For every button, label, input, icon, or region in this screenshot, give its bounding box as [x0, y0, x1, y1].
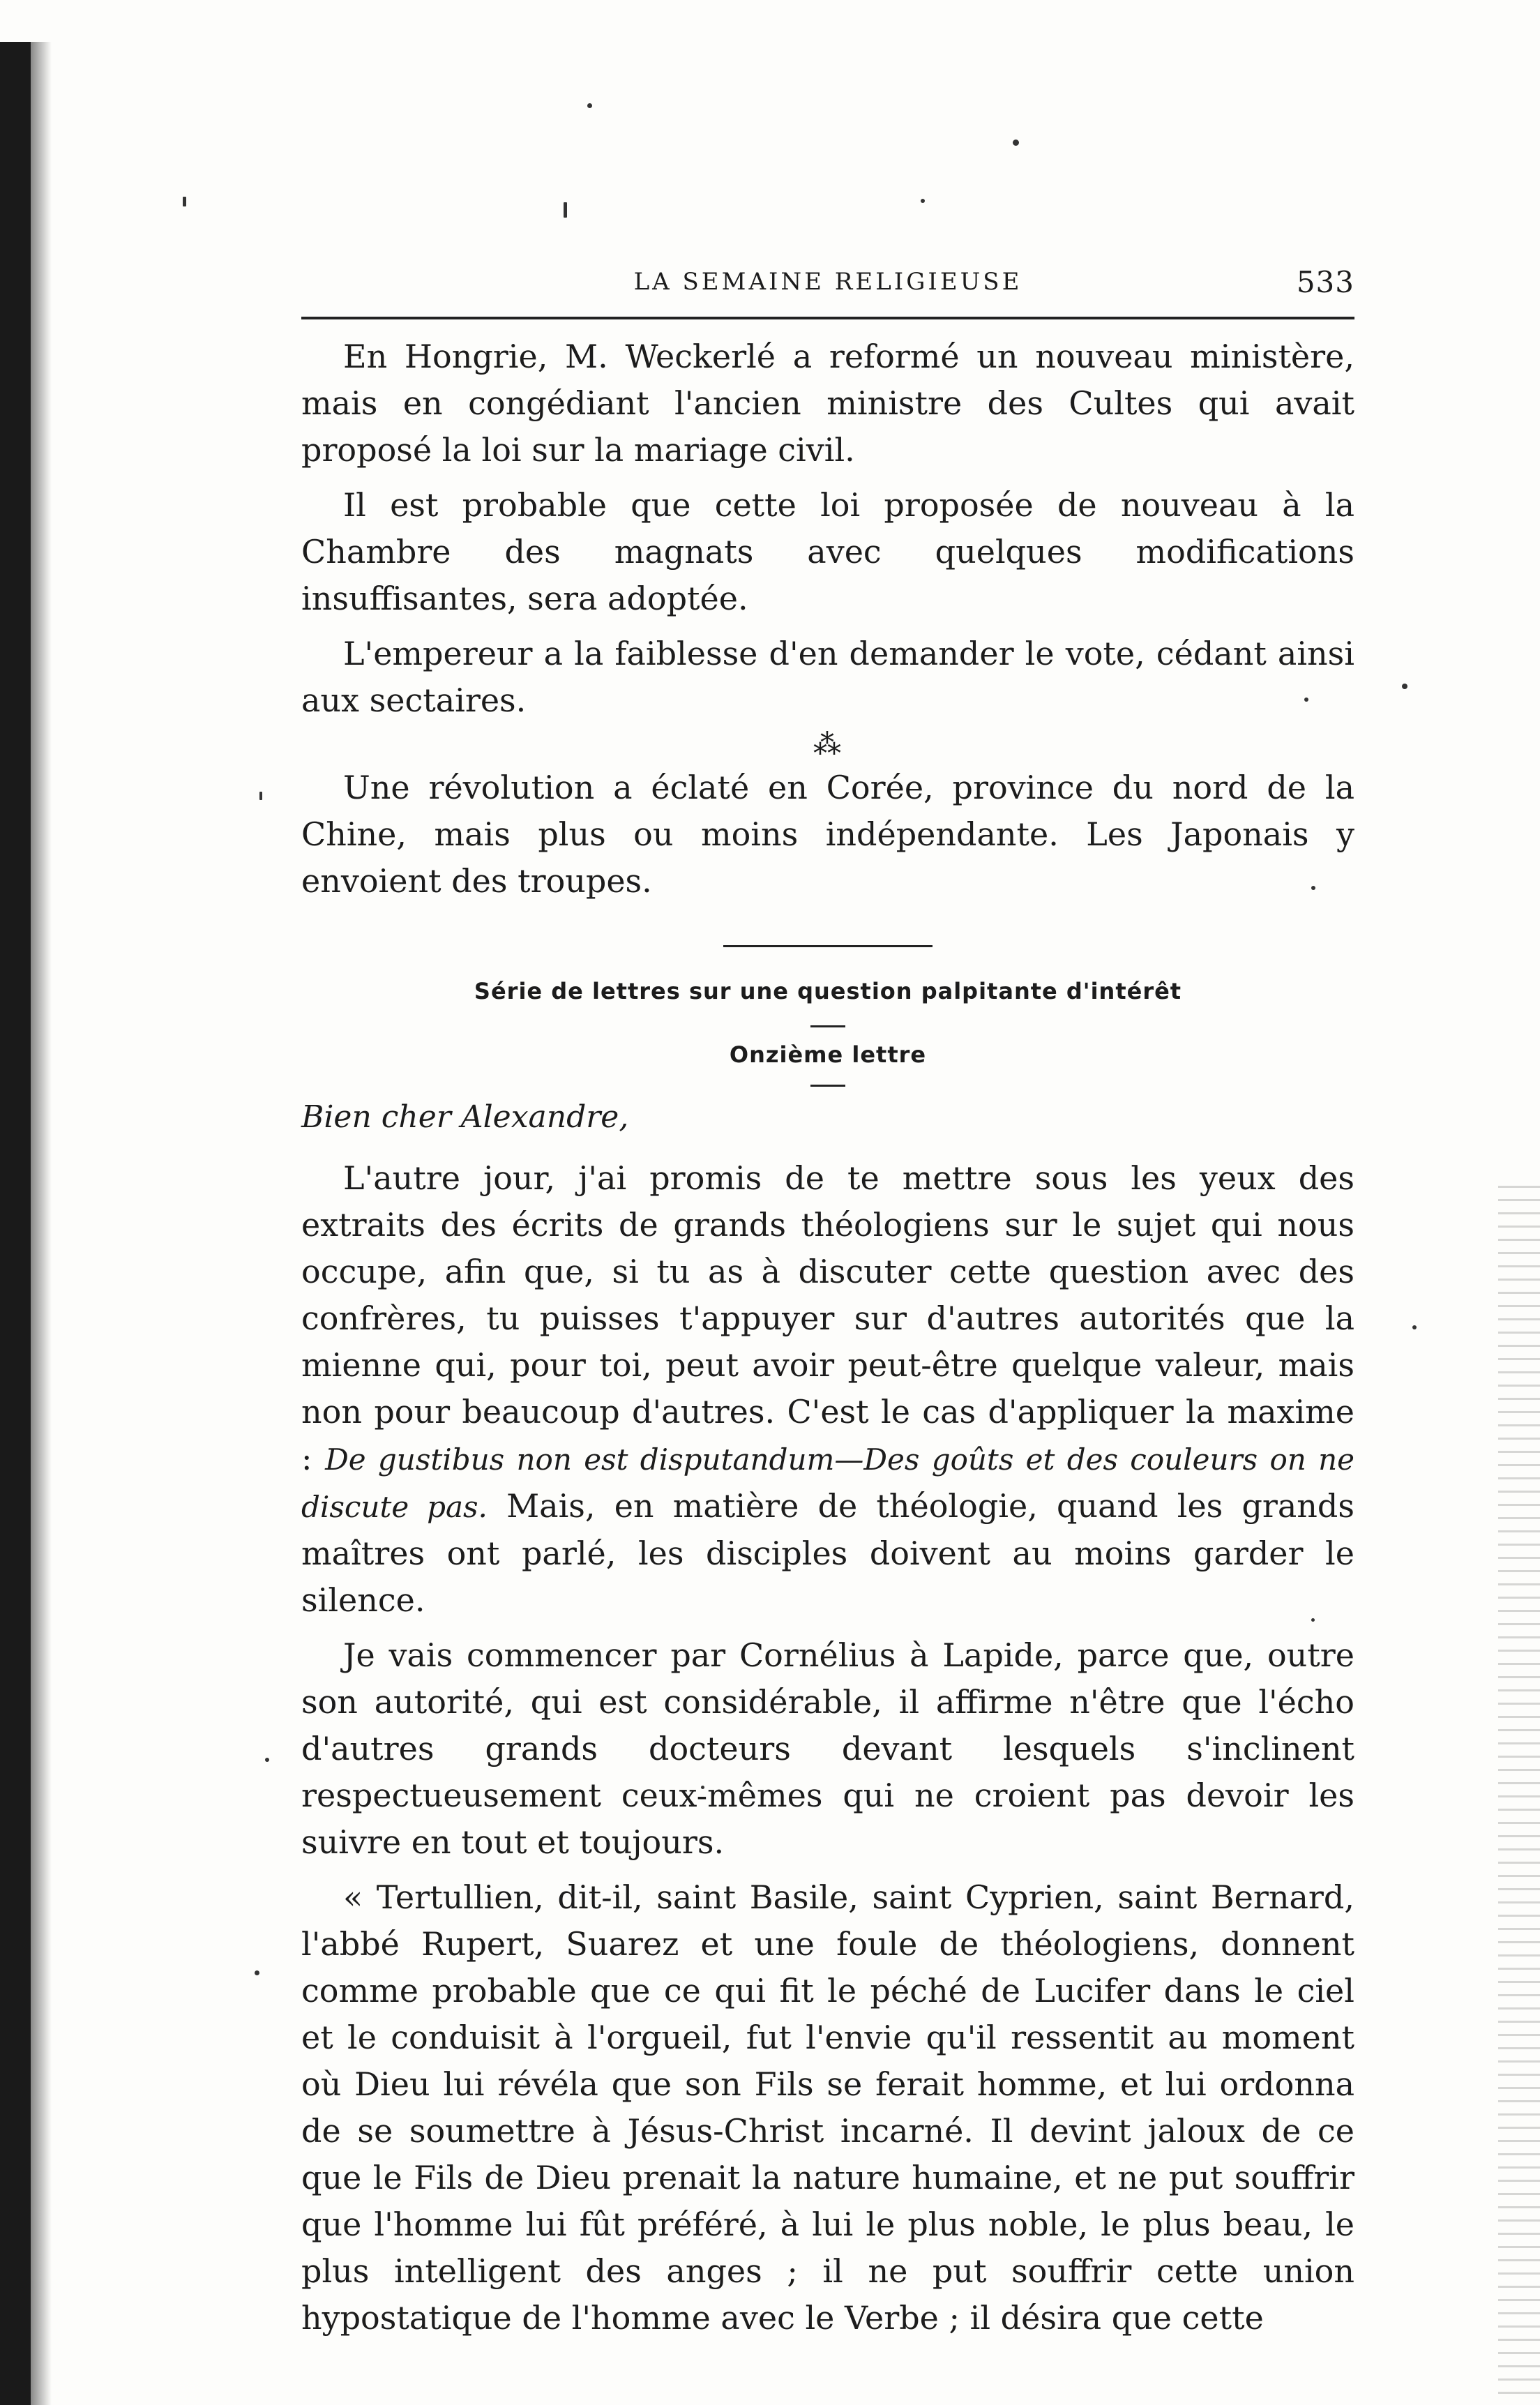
scan-speck — [1402, 684, 1407, 689]
news-paragraph-korea: Une révolution a éclaté en Corée, province du nord de la Chine, mais plus ou moins indépendante. Les Japonais y envoient des troupes. — [301, 769, 1354, 900]
letter-number-heading: Onzième lettre — [729, 1041, 927, 1068]
page-number: 533 — [1296, 265, 1354, 299]
scan-speck — [587, 103, 592, 108]
header-rule — [301, 317, 1354, 319]
latin-maxim: De gustibus non est disputandum—Des goûts et des couleurs on ne discute pas. — [301, 1442, 1354, 1524]
scan-binding-shadow — [31, 42, 52, 2405]
scan-speck — [259, 792, 262, 800]
section-rule — [723, 945, 933, 947]
scan-right-edge-noise — [1498, 1186, 1540, 2405]
short-rule — [810, 1025, 845, 1027]
news-paragraph-emperor: L'empereur a la faiblesse d'en demander le vote, cédant ainsi aux sectaires. — [301, 635, 1354, 719]
letter-salutation: Bien cher Alexandre, — [301, 1099, 629, 1135]
news-paragraph-chamber: Il est probable que cette loi proposée de nouveau à la Chambre des magnats avec quelques modifications insuffisantes, sera adoptée. — [301, 486, 1354, 617]
running-head: LA SEMAINE RELIGIEUSE — [633, 268, 1022, 296]
scan-speck — [183, 197, 186, 206]
letter-paragraph-intro — [301, 1155, 1354, 1624]
letter-paragraph-cornelius: Je vais commencer par Cornélius à Lapide, parce que, outre son autorité, qui est considérable, il affirme n'être que l'écho d'autres grands docteurs devant lesquels s'inclinent respectueusement ceux-mêmes qui ne croient pas devoir les suivre en tout et toujours. — [301, 1636, 1354, 1861]
scan-speck — [921, 199, 925, 203]
scan-speck — [1013, 140, 1019, 146]
series-title: Série de lettres sur une question palpitante d'intérêt — [474, 978, 1182, 1004]
scan-binding-edge — [0, 42, 31, 2405]
news-paragraph-hungary: En Hongrie, M. Weckerlé a reformé un nouveau ministère, mais en congédiant l'ancien ministre des Cultes qui avait proposé la loi sur la mariage civil. — [301, 338, 1354, 469]
page-header — [301, 258, 1354, 300]
scan-speck — [564, 202, 567, 218]
scan-speck — [265, 1758, 269, 1762]
scan-speck — [1412, 1325, 1417, 1329]
intro-text-end: Mais, en matière de théologie, quand les grands maîtres ont parlé, les disciples doivent au moins garder le silence. — [301, 1487, 1354, 1619]
page-content — [301, 258, 1354, 2342]
intro-text: L'autre jour, j'ai promis de te mettre sous les yeux des extraits des écrits de grands théologiens sur le sujet qui nous occupe, afin que, si tu as à discuter cette question avec des confrères, tu puisses t'appuyer sur d'autres autorités que la mienne qui, pour toi, peut avoir peut-être quelque valeur, mais non pour beaucoup d'autres. C'est le cas d'appliquer la maxime : — [301, 1159, 1354, 1477]
letter-paragraph-quotation: « Tertullien, dit-il, saint Basile, saint Cyprien, saint Bernard, l'abbé Rupert, Suarez et une foule de théologiens, donnent comme probable que ce qui fit le péché de Lucifer dans le ciel et le conduisit à l'orgueil, fut l'envie qu'il ressentit au moment où Dieu lui révéla que son Fils se ferait homme, et lui ordonna de se soumettre à Jésus-Christ incarné. Il devint jaloux de ce que le Fils de Dieu prenait la nature humaine, et ne put souffrir que l'homme lui fût préféré, à lui le plus noble, le plus beau, le plus intelligent des anges ; il ne put souffrir cette union hypostatique de l'homme avec le Verbe ; il désira que cette — [301, 1878, 1354, 2337]
scan-speck — [255, 1970, 259, 1975]
asterism-separator: ⁂ — [813, 729, 843, 761]
short-rule — [810, 1085, 845, 1087]
